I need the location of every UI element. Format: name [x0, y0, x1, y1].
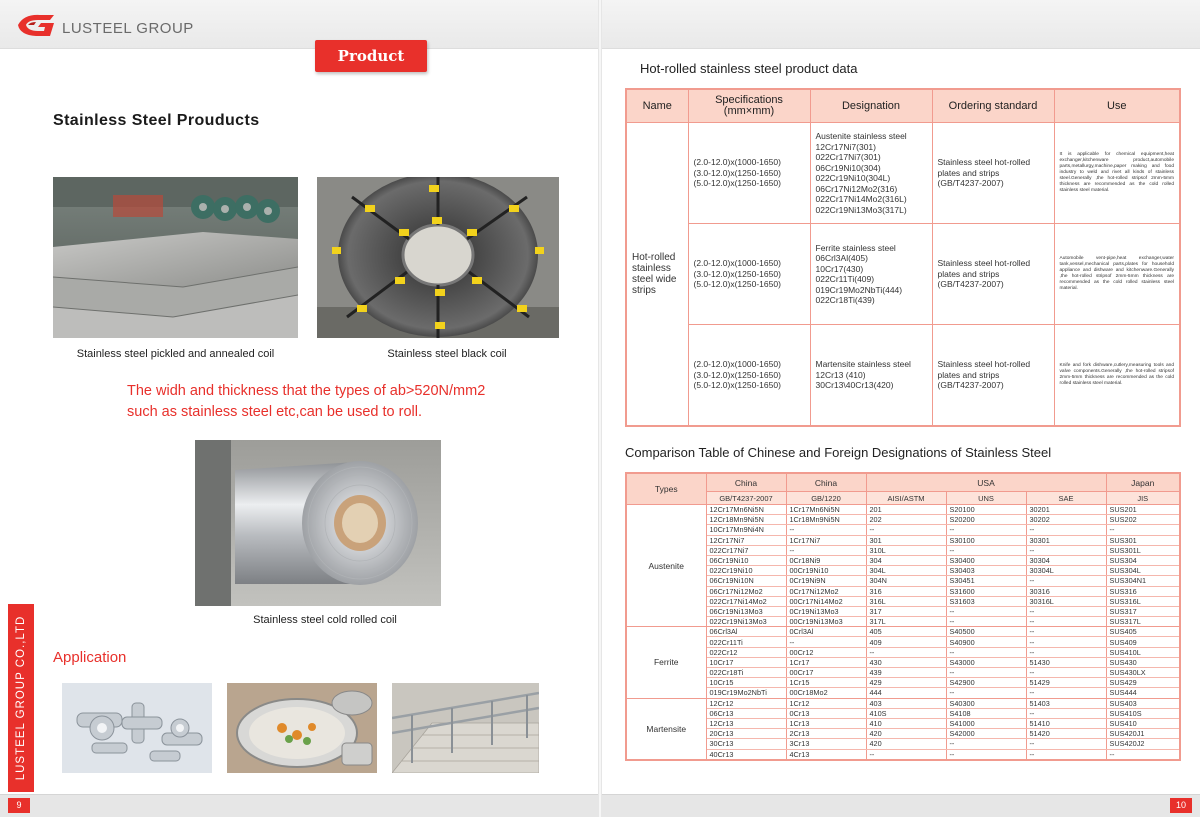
table2-header-china-2: China [786, 473, 866, 492]
table2-cell: 10Cr17Mn9Ni4N [706, 525, 786, 535]
table2-cell: 30301 [1026, 535, 1106, 545]
table2-row [626, 515, 1180, 525]
table2-cell: 30Cr13 [706, 739, 786, 749]
header-band [0, 0, 598, 49]
pickled-coil-caption: Stainless steel pickled and annealed coil [76, 348, 275, 360]
table2-cell: 202 [866, 515, 946, 525]
table2-cell: 403 [866, 698, 946, 708]
table1-name-cell: Hot-rolled stainless steel wide strips [626, 123, 688, 427]
table2-row [626, 729, 1180, 739]
table2-cell: -- [946, 668, 1026, 678]
table2-cell: 0Crl3Al [786, 627, 866, 637]
table2-header-row [626, 473, 1180, 492]
table2-cell: 301 [866, 535, 946, 545]
table2-cell: 022Cr11Ti [706, 637, 786, 647]
table2-cell: S40300 [946, 698, 1026, 708]
table2-cell: S43000 [946, 657, 1026, 667]
table2-cell: -- [1026, 525, 1106, 535]
table2-cell: 0Cr17Ni12Mo2 [786, 586, 866, 596]
table2-cell: 420 [866, 739, 946, 749]
table2-cell: -- [946, 647, 1026, 657]
table2-cell: 444 [866, 688, 946, 698]
table2-cell: -- [866, 749, 946, 760]
table2-cell: S31600 [946, 586, 1026, 596]
table2-cell: 420 [866, 729, 946, 739]
table2-cell: 10Cr15 [706, 678, 786, 688]
table2-cell: 00Cr19Ni10 [786, 566, 866, 576]
application-title: Application [53, 649, 127, 666]
right-page [602, 0, 1200, 817]
table2-cell: 06Cr19Ni10 [706, 555, 786, 565]
table2-cell: -- [1026, 576, 1106, 586]
table2-cell: 317 [866, 606, 946, 616]
table2-cell: -- [786, 637, 866, 647]
table2-header-types: Types [626, 473, 706, 505]
table2-row [626, 678, 1180, 688]
table1-row [626, 123, 1180, 224]
table1-header-name: Name [626, 89, 688, 123]
table2-row [626, 586, 1180, 596]
table2-cell: 06Cr19Ni10N [706, 576, 786, 586]
table2-cell: 00Cr12 [786, 647, 866, 657]
table2-cell: -- [946, 617, 1026, 627]
table2-row [626, 688, 1180, 698]
table2-cell: SUS430 [1106, 657, 1180, 667]
table2-cell: 51420 [1026, 729, 1106, 739]
table1-header-standard: Ordering standard [932, 89, 1054, 123]
table2-cell: SUS301 [1106, 535, 1180, 545]
table2-row [626, 566, 1180, 576]
table2-cell: SUS316 [1106, 586, 1180, 596]
table2-cell: S20100 [946, 505, 1026, 515]
table2-row [626, 627, 1180, 637]
table2-subheader-row [626, 492, 1180, 505]
table2-cell: 304L [866, 566, 946, 576]
table2-row [626, 525, 1180, 535]
table2-cell: SUS317L [1106, 617, 1180, 627]
table2-cell: -- [946, 606, 1026, 616]
table2-cell: 51429 [1026, 678, 1106, 688]
table2-cell: SUS429 [1106, 678, 1180, 688]
table2-row [626, 617, 1180, 627]
pickled-coil-photo [53, 177, 298, 338]
table2-cell: SUS410L [1106, 647, 1180, 657]
table2-cell: -- [1026, 606, 1106, 616]
table2-cell: 1Cr17Mn6Ni5N [786, 505, 866, 515]
table2-cell: 304 [866, 555, 946, 565]
table2-cell: 0Cr19Ni9N [786, 576, 866, 586]
table2-cell: -- [1026, 749, 1106, 760]
section-title: Stainless Steel Prouducts [53, 112, 260, 129]
table2-cell: 12Cr18Mn9Ni5N [706, 515, 786, 525]
company-sidebar [8, 604, 34, 792]
table2-cell: SUS201 [1106, 505, 1180, 515]
page-number-left: 9 [8, 798, 30, 813]
table2-cell: S42000 [946, 729, 1026, 739]
table2-cell: S30451 [946, 576, 1026, 586]
table1-header-spec: Specifications (mm×mm) [688, 89, 810, 123]
table2-cell: S41000 [946, 718, 1026, 728]
table2-cell: 3Cr13 [786, 739, 866, 749]
table2-cell: 00Cr18Mo2 [786, 688, 866, 698]
table2-cell: 022Cr17Ni7 [706, 545, 786, 555]
table2-cell: SUS403 [1106, 698, 1180, 708]
table2-row [626, 657, 1180, 667]
table1-designation-cell: Ferrite stainless steel 06Crl3Al(405) 10Cr17(430) 022Cr11Ti(409) 019Cr19Mo2NbTi(444) 022Cr18Ti(439) [810, 224, 932, 325]
table1-spec-cell: (2.0-12.0)x(1000-1650) (3.0-12.0)x(1250-1650) (5.0-12.0)x(1250-1650) [688, 224, 810, 325]
table2-cell: S4108 [946, 708, 1026, 718]
table2-cell: SUS304L [1106, 566, 1180, 576]
table2-subheader: SAE [1026, 492, 1106, 505]
table1-use-cell: It is applicable for chemical equipment,heat exchanger,kitchenware product,automobile parts,metallurgy,machine,paper making and food industry to weld and rivet all kinds of stainless steel.Generally ,the hot-rolled stripsof 2mm-5mm thickness are recommended as the cold rolled stainless steel material. [1054, 123, 1180, 224]
table2-subheader: GB/1220 [786, 492, 866, 505]
table2-cell: 00Cr19Ni13Mo3 [786, 617, 866, 627]
black-coil-photo [317, 177, 559, 338]
table2-cell: 1Cr15 [786, 678, 866, 688]
table2-subheader: UNS [946, 492, 1026, 505]
table2-cell: 30304L [1026, 566, 1106, 576]
table2-cell: 12Cr17Mn6Ni5N [706, 505, 786, 515]
table2-row [626, 698, 1180, 708]
table2-cell: SUS301L [1106, 545, 1180, 555]
company-sidebar-text: LUSTEEL GROUP CO.,LTD [15, 615, 27, 781]
left-footer [0, 794, 598, 817]
table2-cell: -- [866, 525, 946, 535]
table2-row [626, 596, 1180, 606]
table2-row [626, 647, 1180, 657]
table2-cell: 12Cr12 [706, 698, 786, 708]
table2-cell: 022Cr19Ni10 [706, 566, 786, 576]
table2-cell: -- [786, 525, 866, 535]
table2-cell: 06Cr13 [706, 708, 786, 718]
table2-cell: 30201 [1026, 505, 1106, 515]
table2-type-cell: Austenite [626, 505, 706, 627]
right-footer [602, 794, 1200, 817]
table2-cell: -- [946, 688, 1026, 698]
table2-cell: SUS410S [1106, 708, 1180, 718]
black-coil-caption: Stainless steel black coil [387, 348, 507, 360]
table2-cell: S40500 [946, 627, 1026, 637]
table2-cell: 51410 [1026, 718, 1106, 728]
table1-use-cell: Automobile vent-pipe,heat exchanger,water tank,vessel,mechanical parts,plates for household appliance and dishware and kitchenware.Generally ,the hot-rolled stripsof 2mm-5mm thickness are recommended as the cold rolled stainless steel material. [1054, 224, 1180, 325]
table2-subheader: GB/T4237-2007 [706, 492, 786, 505]
table2-cell: S30400 [946, 555, 1026, 565]
table2-cell: SUS420J1 [1106, 729, 1180, 739]
table2-cell: S20200 [946, 515, 1026, 525]
table2-body [626, 505, 1180, 760]
table2-cell: SUS405 [1106, 627, 1180, 637]
table2-cell: -- [866, 647, 946, 657]
table2-cell: S31603 [946, 596, 1026, 606]
table2-row [626, 505, 1180, 515]
header-band-right [602, 0, 1200, 49]
table2-cell: 1Cr17 [786, 657, 866, 667]
hot-rolled-data-table [625, 88, 1181, 427]
brand-name: LUSTEEL GROUP [62, 20, 194, 37]
page-number-right: 10 [1170, 798, 1192, 813]
table1-designation-cell: Austenite stainless steel 12Cr17Ni7(301) 022Cr17Ni7(301) 06Cr19Ni10(304) 022Cr19Ni10(304L) 06Cr17Ni12Mo2(316) 022Cr17Ni14Mo2(316L) 022Cr19Ni13Mo3(317L) [810, 123, 932, 224]
table2-cell: 30304 [1026, 555, 1106, 565]
table2-header-japan: Japan [1106, 473, 1180, 492]
table2-cell: 0Cr13 [786, 708, 866, 718]
table2-cell: 430 [866, 657, 946, 667]
table1-standard-cell: Stainless steel hot-rolled plates and strips (GB/T4237-2007) [932, 325, 1054, 427]
table2-cell: 1Cr18Mn9Ni5N [786, 515, 866, 525]
table2-subheader: JIS [1106, 492, 1180, 505]
table2-cell: SUS430LX [1106, 668, 1180, 678]
table2-row [626, 535, 1180, 545]
table2-cell: 429 [866, 678, 946, 688]
table2-row [626, 576, 1180, 586]
table1-spec-cell: (2.0-12.0)x(1000-1650) (3.0-12.0)x(1250-1650) (5.0-12.0)x(1250-1650) [688, 123, 810, 224]
table1-standard-cell: Stainless steel hot-rolled plates and strips (GB/T4237-2007) [932, 224, 1054, 325]
table2-cell: 00Cr17Ni14Mo2 [786, 596, 866, 606]
table2-cell: 317L [866, 617, 946, 627]
table2-cell: SUS410 [1106, 718, 1180, 728]
table2-cell: 1Cr17Ni7 [786, 535, 866, 545]
table2-cell: 022Cr19Ni13Mo3 [706, 617, 786, 627]
application-photo-cookware [227, 683, 377, 773]
table2-cell: -- [946, 525, 1026, 535]
table2-cell: 1Cr12 [786, 698, 866, 708]
table2-cell: 0Cr18Ni9 [786, 555, 866, 565]
table2-cell: 20Cr13 [706, 729, 786, 739]
table2-cell: 405 [866, 627, 946, 637]
table2-cell: -- [1026, 617, 1106, 627]
table2-cell: SUS202 [1106, 515, 1180, 525]
left-page [0, 0, 598, 817]
application-photo-valves [62, 683, 212, 773]
table2-row [626, 708, 1180, 718]
table2-cell: 1Cr13 [786, 718, 866, 728]
table2-cell: 2Cr13 [786, 729, 866, 739]
table2-cell: S30100 [946, 535, 1026, 545]
table1-header-row [626, 89, 1180, 123]
table2-cell: -- [1026, 668, 1106, 678]
table2-cell: 51430 [1026, 657, 1106, 667]
table1-row [626, 325, 1180, 427]
table2-cell: 409 [866, 637, 946, 647]
table2-cell: 00Cr17 [786, 668, 866, 678]
table2-cell: -- [1026, 739, 1106, 749]
table2-header-usa: USA [866, 473, 1106, 492]
table2-title: Comparison Table of Chinese and Foreign Designations of Stainless Steel [625, 445, 1052, 460]
table2-cell: 019Cr19Mo2NbTi [706, 688, 786, 698]
roll-width-note-line-2: such as stainless steel etc,can be used to roll. [127, 404, 422, 420]
table2-cell: -- [1026, 708, 1106, 718]
table1-title: Hot-rolled stainless steel product data [640, 61, 858, 76]
table2-cell: SUS304N1 [1106, 576, 1180, 586]
table2-cell: 304N [866, 576, 946, 586]
table2-cell: 06Cr17Ni12Mo2 [706, 586, 786, 596]
table2-cell: SUS317 [1106, 606, 1180, 616]
table1-spec-cell: (2.0-12.0)x(1000-1650) (3.0-12.0)x(1250-1650) (5.0-12.0)x(1250-1650) [688, 325, 810, 427]
table2-cell: -- [1026, 545, 1106, 555]
roll-width-note-line-1: The widh and thickness that the types of ab>520N/mm2 [127, 383, 486, 399]
cold-rolled-coil-photo [195, 440, 441, 606]
cold-rolled-coil-caption: Stainless steel cold rolled coil [253, 614, 397, 626]
table2-cell: 0Cr19Ni13Mo3 [786, 606, 866, 616]
table2-cell: 410 [866, 718, 946, 728]
table2-cell: -- [946, 749, 1026, 760]
table2-cell: -- [1026, 647, 1106, 657]
table2-cell: 30202 [1026, 515, 1106, 525]
table2-header-china-1: China [706, 473, 786, 492]
table2-cell: 439 [866, 668, 946, 678]
table2-cell: S40900 [946, 637, 1026, 647]
lusteel-logo-icon [14, 12, 58, 38]
table1-standard-cell: Stainless steel hot-rolled plates and strips (GB/T4237-2007) [932, 123, 1054, 224]
table2-cell: 316 [866, 586, 946, 596]
table2-cell: 51403 [1026, 698, 1106, 708]
designation-comparison-table [625, 472, 1181, 761]
table1-use-cell: Knife and fork dishware,cutlery,measuring tools and valve components.Generally ,the hot-rolled stripsof 2mm-5mm thickness are recommended as the cold rolled stainless steel material. [1054, 325, 1180, 427]
table2-row [626, 739, 1180, 749]
table2-cell: -- [786, 545, 866, 555]
roll-width-note [127, 381, 527, 423]
table2-cell: -- [1026, 627, 1106, 637]
table2-cell: 40Cr13 [706, 749, 786, 760]
table2-cell: 022Cr17Ni14Mo2 [706, 596, 786, 606]
table2-subheader: AISI/ASTM [866, 492, 946, 505]
table2-type-cell: Martensite [626, 698, 706, 760]
table2-cell: -- [946, 545, 1026, 555]
table2-cell: 316L [866, 596, 946, 606]
table2-cell: 410S [866, 708, 946, 718]
table2-row [626, 545, 1180, 555]
table2-cell: SUS420J2 [1106, 739, 1180, 749]
table2-row [626, 718, 1180, 728]
table2-row [626, 637, 1180, 647]
table2-cell: 310L [866, 545, 946, 555]
table2-type-cell: Ferrite [626, 627, 706, 698]
table2-cell: 201 [866, 505, 946, 515]
table2-cell: 022Cr12 [706, 647, 786, 657]
product-tab[interactable]: Product [315, 40, 427, 72]
table2-row [626, 668, 1180, 678]
table2-cell: SUS444 [1106, 688, 1180, 698]
table2-cell: 12Cr17Ni7 [706, 535, 786, 545]
table1-designation-cell: Martensite stainless steel 12Cr13 (410) 30Cr13\40Cr13(420) [810, 325, 932, 427]
table2-cell: 4Cr13 [786, 749, 866, 760]
table2-cell: -- [1026, 637, 1106, 647]
application-photo-handrail [392, 683, 539, 773]
table2-row [626, 555, 1180, 565]
table2-cell: -- [1026, 688, 1106, 698]
table2-row [626, 606, 1180, 616]
table1-header-use: Use [1054, 89, 1180, 123]
table2-row [626, 749, 1180, 760]
table2-cell: 022Cr18Ti [706, 668, 786, 678]
table2-cell: 12Cr13 [706, 718, 786, 728]
table2-cell: SUS304 [1106, 555, 1180, 565]
table2-cell: -- [1106, 525, 1180, 535]
table2-cell: -- [1106, 749, 1180, 760]
table2-cell: SUS409 [1106, 637, 1180, 647]
table2-cell: -- [946, 739, 1026, 749]
table2-cell: 10Cr17 [706, 657, 786, 667]
table2-cell: SUS316L [1106, 596, 1180, 606]
table2-cell: 30316 [1026, 586, 1106, 596]
table2-cell: S42900 [946, 678, 1026, 688]
table1-row [626, 224, 1180, 325]
table2-cell: 06Crl3Al [706, 627, 786, 637]
table2-cell: 06Cr19Ni13Mo3 [706, 606, 786, 616]
table1-header-designation: Designation [810, 89, 932, 123]
table2-cell: S30403 [946, 566, 1026, 576]
table2-cell: 30316L [1026, 596, 1106, 606]
